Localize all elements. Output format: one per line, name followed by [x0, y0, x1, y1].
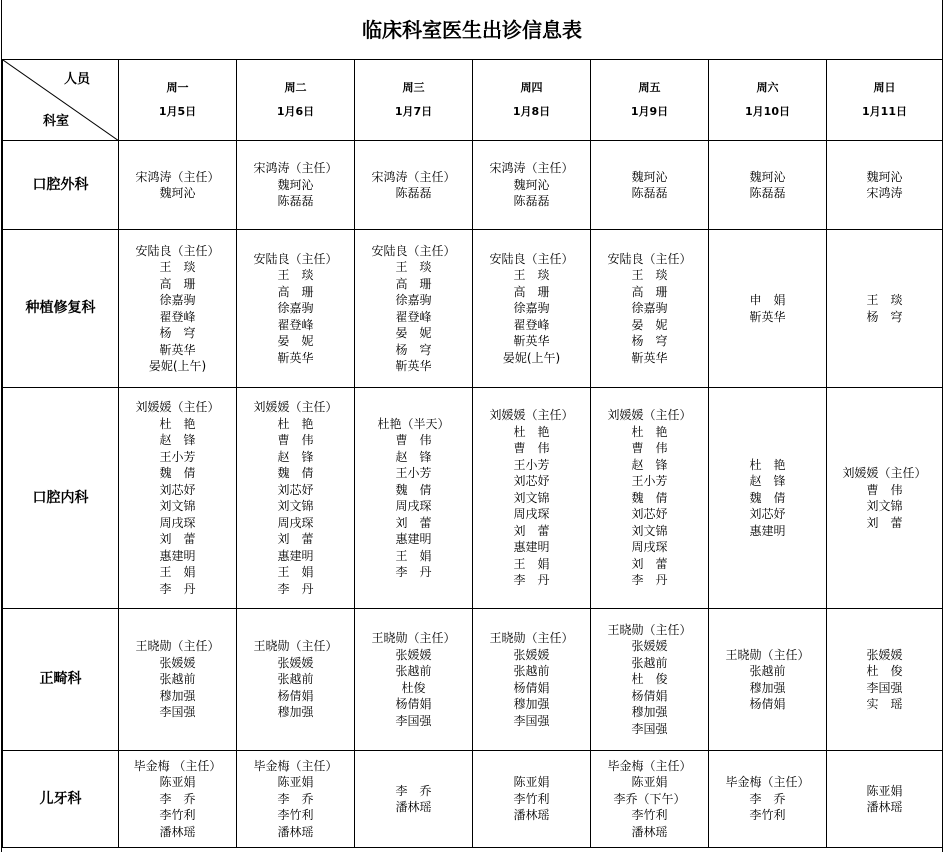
- doctor-name: 李国强: [513, 713, 550, 728]
- doctor-name: 靳英华: [159, 342, 196, 357]
- doctor-name: 杜 艳: [749, 457, 786, 472]
- doctor-name: 翟登峰: [277, 317, 314, 332]
- schedule-cell: [591, 230, 709, 388]
- doctor-name: 王 琰: [631, 268, 668, 283]
- doctor-name: 刘芯妤: [631, 507, 668, 522]
- doctor-name: 张媛媛: [513, 647, 550, 662]
- doctor-name: 魏珂沁: [159, 186, 196, 200]
- doctor-name: 李国强: [631, 721, 668, 736]
- doctor-name: 高 珊: [395, 276, 432, 291]
- doctor-name: 靳英华: [513, 334, 550, 349]
- page-title: 临床科室医生出诊信息表: [362, 18, 582, 42]
- doctor-name: 陈磊磊: [513, 194, 550, 209]
- doctor-name: 张越前: [277, 672, 314, 687]
- schedule-cell: [355, 609, 473, 751]
- doctor-name: 李乔（下午）: [613, 791, 686, 806]
- doctor-name: 陈磊磊: [749, 186, 786, 200]
- doctor-name: 杜艳（半天）: [377, 416, 450, 431]
- doctor-name: 靳英华: [631, 350, 668, 365]
- doctor-name: 杨 穹: [866, 309, 903, 324]
- doctor-name: 安陆良（主任）: [371, 243, 456, 258]
- doctor-name: 刘 蕾: [866, 515, 903, 530]
- doctor-name: 杜 艳: [631, 424, 668, 439]
- weekday-label: 周日: [873, 81, 896, 94]
- doctor-name: 陈亚娟: [159, 775, 196, 790]
- doctor-name: 魏 倩: [749, 490, 786, 505]
- doctor-name: 张媛媛: [631, 639, 668, 654]
- schedule-cell: [237, 609, 355, 751]
- doctor-name: 刘 蕾: [395, 515, 432, 530]
- doctor-name: 魏 倩: [395, 482, 432, 497]
- doctor-name: 高 珊: [631, 284, 668, 299]
- doctor-name: 宋鸿涛（主任）: [489, 161, 574, 176]
- doctor-name: 穆加强: [513, 697, 550, 711]
- doctor-name: 晏 妮: [395, 326, 432, 340]
- doctor-name: 安陆良（主任）: [607, 251, 692, 266]
- doctor-name: 李竹利: [277, 808, 314, 823]
- schedule-cell: [237, 388, 355, 609]
- date-label: 1月11日: [862, 105, 907, 118]
- department-name: 口腔外科: [3, 141, 119, 230]
- weekday-label: 周六: [756, 81, 779, 94]
- doctor-name: 王晓勋（主任）: [607, 622, 692, 637]
- doctor-name: 陈磊磊: [395, 186, 432, 200]
- weekday-label: 周二: [284, 81, 307, 94]
- department-row: [3, 230, 943, 388]
- schedule-cell: [473, 751, 591, 848]
- doctor-name: 李 乔: [395, 783, 432, 798]
- day-header: [355, 60, 473, 141]
- department-name: 儿牙科: [3, 751, 119, 848]
- doctor-name: 潘林瑶: [866, 800, 903, 814]
- schedule-cell: [355, 141, 473, 230]
- schedule-cell: [827, 751, 943, 848]
- doctor-name: 高 珊: [513, 284, 550, 299]
- doctor-name: 王晓勋（主任）: [253, 639, 338, 654]
- department-row: [3, 609, 943, 751]
- doctor-name: 徐嘉驹: [395, 293, 432, 307]
- doctor-name: 李国强: [159, 705, 196, 720]
- doctor-name: 刘芯妤: [513, 474, 550, 489]
- doctor-name: 李竹利: [631, 808, 668, 823]
- doctor-name: 宋鸿涛（主任）: [371, 169, 456, 184]
- corner-label-personnel: 人员: [63, 72, 90, 87]
- doctor-name: 惠建明: [159, 548, 196, 563]
- doctor-name: 杜俊: [401, 680, 426, 695]
- doctor-name: 杜 俊: [631, 672, 668, 687]
- doctor-name: 刘媛媛（主任）: [842, 466, 927, 480]
- doctor-name: 李 丹: [159, 581, 196, 596]
- doctor-name: 赵 锋: [395, 449, 432, 464]
- doctor-name: 李竹利: [159, 808, 196, 823]
- schedule-cell: [827, 141, 943, 230]
- doctor-name: 刘媛媛（主任）: [253, 400, 338, 414]
- doctor-name: 宋鸿涛: [866, 186, 903, 200]
- doctor-name: 张媛媛: [866, 647, 903, 662]
- schedule-cell: [237, 141, 355, 230]
- doctor-name: 翟登峰: [513, 317, 550, 332]
- doctor-name: 徐嘉驹: [631, 301, 668, 316]
- schedule-cell: [827, 230, 943, 388]
- doctor-name: 实 瑶: [866, 697, 903, 711]
- schedule-cell: [473, 141, 591, 230]
- schedule-table: [2, 59, 943, 848]
- doctor-name: 张媛媛: [159, 655, 196, 670]
- doctor-name: 魏 倩: [631, 490, 668, 505]
- doctor-name: 曹 伟: [866, 482, 903, 497]
- doctor-name: 潘林瑶: [513, 808, 550, 823]
- doctor-name: 魏珂沁: [513, 177, 550, 192]
- doctor-name: 刘 蕾: [513, 523, 550, 538]
- doctor-name: 杨 穹: [631, 334, 668, 349]
- doctor-name: 陈磊磊: [277, 194, 314, 209]
- doctor-name: 杨倩娟: [277, 688, 314, 703]
- doctor-name: 周戌琛: [277, 515, 314, 530]
- date-label: 1月10日: [745, 105, 790, 118]
- doctor-name: 潘林瑶: [631, 824, 668, 839]
- doctor-name: 杨倩娟: [395, 697, 432, 711]
- doctor-name: 赵 锋: [277, 449, 314, 464]
- doctor-name: 李 丹: [395, 565, 432, 579]
- doctor-name: 刘芯妤: [277, 482, 314, 497]
- doctor-name: 穆加强: [159, 688, 196, 703]
- day-header: [591, 60, 709, 141]
- doctor-name: 徐嘉驹: [277, 301, 314, 316]
- schedule-cell: [355, 751, 473, 848]
- schedule-cell: [119, 141, 237, 230]
- doctor-name: 惠建明: [395, 532, 432, 546]
- doctor-name: 李国强: [395, 713, 432, 728]
- doctor-name: 王 娟: [159, 565, 196, 579]
- doctor-name: 王 娟: [513, 556, 550, 571]
- doctor-name: 杨 穹: [159, 326, 196, 340]
- doctor-name: 靳英华: [395, 359, 432, 373]
- day-header: [237, 60, 355, 141]
- schedule-cell: [237, 230, 355, 388]
- doctor-name: 陈亚娟: [277, 775, 314, 790]
- doctor-name: 潘林瑶: [395, 800, 432, 814]
- doctor-name: 靳英华: [277, 350, 314, 365]
- doctor-name: 陈亚娟: [513, 775, 550, 790]
- doctor-name: 高 珊: [159, 276, 196, 291]
- doctor-name: 陈亚娟: [631, 775, 668, 790]
- doctor-name: 周戌琛: [159, 515, 196, 530]
- doctor-name: 毕金梅（主任）: [253, 758, 338, 773]
- doctor-name: 惠建明: [749, 523, 786, 538]
- doctor-name: 刘文锦: [159, 499, 196, 513]
- doctor-name: 杨倩娟: [631, 688, 668, 703]
- doctor-name: 魏 倩: [277, 466, 314, 480]
- day-header: [827, 60, 943, 141]
- date-label: 1月6日: [276, 105, 315, 118]
- doctor-name: 王晓勋（主任）: [135, 639, 220, 654]
- doctor-name: 李竹利: [513, 791, 550, 806]
- doctor-name: 惠建明: [513, 540, 550, 555]
- doctor-name: 刘文锦: [513, 490, 550, 505]
- schedule-cell: [591, 388, 709, 609]
- schedule-cell: [709, 609, 827, 751]
- doctor-name: 刘媛媛（主任）: [607, 408, 692, 423]
- doctor-name: 赵 锋: [749, 474, 786, 489]
- doctor-name: 张越前: [159, 672, 196, 687]
- weekday-label: 周五: [638, 81, 661, 94]
- doctor-name: 王晓勋（主任）: [371, 631, 456, 645]
- doctor-name: 陈亚娟: [866, 783, 903, 798]
- doctor-name: 毕金梅（主任）: [725, 775, 810, 790]
- doctor-name: 安陆良（主任）: [253, 251, 338, 266]
- doctor-name: 王 娟: [395, 548, 432, 563]
- schedule-cell: [119, 751, 237, 848]
- doctor-name: 魏珂沁: [631, 169, 668, 184]
- schedule-cell: [355, 230, 473, 388]
- schedule-cell: [591, 751, 709, 848]
- doctor-name: 魏珂沁: [866, 169, 903, 184]
- doctor-name: 晏 妮: [277, 334, 314, 349]
- department-name: 口腔内科: [3, 388, 119, 609]
- doctor-name: 毕金梅 （主任）: [133, 758, 222, 773]
- doctor-name: 刘芯妤: [749, 507, 786, 522]
- doctor-name: 徐嘉驹: [513, 301, 550, 316]
- doctor-name: 刘文锦: [866, 499, 903, 513]
- doctor-name: 赵 锋: [631, 457, 668, 472]
- schedule-cell: [709, 141, 827, 230]
- doctor-name: 穆加强: [631, 705, 668, 720]
- doctor-name: 李 丹: [277, 581, 314, 596]
- schedule-cell: [119, 388, 237, 609]
- doctor-name: 刘 蕾: [159, 532, 196, 546]
- doctor-name: 刘 蕾: [277, 532, 314, 546]
- schedule-cell: [709, 388, 827, 609]
- doctor-name: 宋鸿涛（主任）: [135, 169, 220, 184]
- day-header: [709, 60, 827, 141]
- doctor-name: 周戌琛: [513, 507, 550, 522]
- corner-label-department: 科室: [43, 114, 70, 129]
- doctor-name: 王小芳: [159, 449, 196, 464]
- doctor-name: 王 琰: [159, 260, 196, 274]
- doctor-name: 安陆良（主任）: [489, 251, 574, 266]
- doctor-name: 晏妮(上午): [502, 350, 561, 365]
- doctor-name: 王 娟: [277, 565, 314, 579]
- doctor-name: 杨倩娟: [749, 697, 786, 711]
- schedule-cell: [473, 230, 591, 388]
- doctor-name: 杜 艳: [513, 424, 550, 439]
- schedule-cell: [237, 751, 355, 848]
- doctor-name: 李 乔: [277, 791, 314, 806]
- doctor-name: 周戌琛: [395, 499, 432, 513]
- doctor-name: 徐嘉驹: [159, 293, 196, 307]
- doctor-name: 张媛媛: [395, 647, 432, 662]
- corner-cell: [3, 60, 119, 141]
- doctor-name: 周戌琛: [631, 540, 668, 555]
- doctor-name: 李 丹: [513, 573, 550, 588]
- weekday-label: 周四: [520, 81, 543, 94]
- doctor-name: 杜 艳: [277, 416, 314, 431]
- doctor-name: 晏妮(上午): [148, 359, 207, 373]
- department-name: 种植修复科: [3, 230, 119, 388]
- doctor-name: 刘 蕾: [631, 556, 668, 571]
- header-row: [3, 60, 943, 141]
- doctor-name: 赵 锋: [159, 433, 196, 447]
- doctor-name: 王小芳: [631, 474, 668, 489]
- doctor-name: 杜 艳: [159, 416, 196, 431]
- doctor-name: 潘林瑶: [159, 824, 196, 839]
- doctor-name: 李 乔: [749, 791, 786, 806]
- doctor-name: 李国强: [866, 680, 903, 695]
- doctor-name: 翟登峰: [395, 309, 432, 324]
- doctor-name: 王 琰: [866, 293, 903, 307]
- schedule-cell: [591, 141, 709, 230]
- doctor-name: 刘芯妤: [159, 482, 196, 497]
- date-label: 1月5日: [158, 105, 197, 118]
- doctor-name: 曹 伟: [513, 441, 550, 456]
- department-row: [3, 388, 943, 609]
- doctor-name: 安陆良（主任）: [135, 243, 220, 258]
- doctor-name: 王小芳: [513, 457, 550, 472]
- doctor-name: 高 珊: [277, 284, 314, 299]
- schedule-cell: [709, 751, 827, 848]
- doctor-name: 张越前: [749, 664, 786, 678]
- doctor-name: 惠建明: [277, 548, 314, 563]
- doctor-name: 杨 穹: [395, 342, 432, 357]
- doctor-name: 陈磊磊: [631, 186, 668, 200]
- date-label: 1月8日: [512, 105, 551, 118]
- doctor-name: 刘媛媛（主任）: [489, 408, 574, 423]
- department-row: [3, 141, 943, 230]
- doctor-name: 曹 伟: [395, 433, 432, 447]
- doctor-name: 李 乔: [159, 791, 196, 806]
- schedule-cell: [119, 230, 237, 388]
- doctor-name: 刘媛媛（主任）: [135, 400, 220, 414]
- schedule-cell: [591, 609, 709, 751]
- doctor-name: 刘文锦: [631, 523, 668, 538]
- doctor-name: 王 琰: [395, 260, 432, 274]
- doctor-name: 张媛媛: [277, 655, 314, 670]
- doctor-name: 杜 俊: [866, 664, 903, 678]
- doctor-name: 张越前: [513, 664, 550, 678]
- day-header: [119, 60, 237, 141]
- schedule-cell: [709, 230, 827, 388]
- department-row: [3, 751, 943, 848]
- doctor-name: 张越前: [395, 664, 432, 678]
- schedule-cell: [473, 609, 591, 751]
- doctor-name: 潘林瑶: [277, 824, 314, 839]
- doctor-name: 张越前: [631, 655, 668, 670]
- doctor-name: 李竹利: [749, 808, 786, 823]
- doctor-name: 王小芳: [395, 466, 432, 480]
- doctor-name: 曹 伟: [277, 433, 314, 447]
- doctor-name: 王 琰: [277, 268, 314, 283]
- weekday-label: 周一: [166, 81, 189, 94]
- date-label: 1月9日: [630, 105, 669, 118]
- date-label: 1月7日: [394, 105, 433, 118]
- doctor-name: 刘文锦: [277, 499, 314, 513]
- doctor-name: 穆加强: [749, 680, 786, 695]
- doctor-name: 曹 伟: [631, 441, 668, 456]
- doctor-name: 晏 妮: [631, 317, 668, 332]
- doctor-name: 魏珂沁: [749, 169, 786, 184]
- doctor-name: 魏珂沁: [277, 177, 314, 192]
- doctor-name: 靳英华: [749, 309, 786, 324]
- doctor-name: 魏 倩: [159, 466, 196, 480]
- doctor-name: 王 琰: [513, 268, 550, 283]
- doctor-name: 王晓勋（主任）: [725, 647, 810, 662]
- department-name: 正畸科: [3, 609, 119, 751]
- doctor-name: 毕金梅（主任）: [607, 758, 692, 773]
- doctor-name: 申 娟: [749, 293, 786, 307]
- day-header: [473, 60, 591, 141]
- schedule-cell: [355, 388, 473, 609]
- schedule-cell: [827, 609, 943, 751]
- schedule-cell: [473, 388, 591, 609]
- doctor-name: 杨倩娟: [513, 680, 550, 695]
- weekday-label: 周三: [402, 81, 425, 94]
- doctor-name: 李 丹: [631, 573, 668, 588]
- doctor-name: 穆加强: [277, 705, 314, 720]
- doctor-name: 翟登峰: [159, 309, 196, 324]
- doctor-name: 宋鸿涛（主任）: [253, 161, 338, 176]
- schedule-cell: [119, 609, 237, 751]
- schedule-cell: [827, 388, 943, 609]
- doctor-name: 王晓勋（主任）: [489, 631, 574, 645]
